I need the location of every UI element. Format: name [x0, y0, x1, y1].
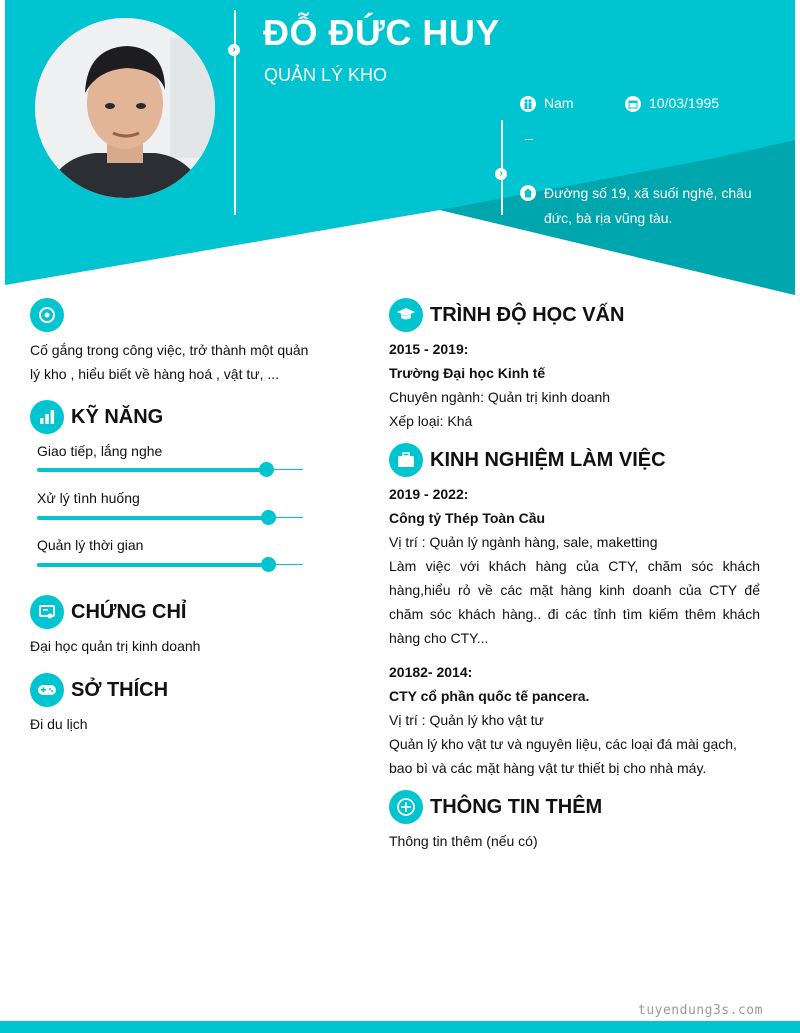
- watermark: tuyendung3s.com: [638, 1003, 763, 1018]
- timeline-node-icon: ›: [495, 168, 507, 180]
- graduation-cap-icon: [389, 298, 423, 332]
- empty-field-dash: –: [525, 130, 533, 146]
- job-description: Quản lý kho vật tư và nguyên liệu, các loại đá mài gạch, bao bì và các mặt hàng vật tư thiết bị cho nhà máy.: [389, 736, 737, 776]
- hobbies-section-header: [30, 673, 168, 707]
- address-info: [520, 181, 760, 231]
- skill-bar-fill: [37, 516, 268, 520]
- education-grade: Xếp loại: Khá: [389, 413, 473, 429]
- job-period: 2019 - 2022:: [389, 486, 469, 502]
- gamepad-icon: [30, 673, 64, 707]
- skills-section-header: [30, 400, 163, 434]
- footer-bar: [0, 1021, 800, 1033]
- skill-bar-fill: [37, 563, 268, 567]
- education-period: 2015 - 2019:: [389, 341, 469, 357]
- birthdate-value: 10/03/1995: [649, 95, 720, 111]
- skill-label: Quản lý thời gian: [37, 537, 144, 553]
- experience-title: KINH NGHIỆM LÀM VIỆC: [430, 448, 666, 471]
- timeline-node-icon: ›: [228, 44, 240, 56]
- gender-icon: [520, 96, 536, 112]
- skill-bar-knob: [261, 510, 276, 525]
- certificates-title: CHỨNG CHỈ: [71, 600, 187, 623]
- skill-label: Giao tiếp, lắng nghe: [37, 443, 163, 459]
- hobbies-title: SỞ THÍCH: [71, 678, 169, 701]
- hobbies-text: Đi du lịch: [30, 716, 88, 732]
- extra-info-text: Thông tin thêm (nếu có): [389, 833, 538, 849]
- skill-label: Xử lý tình huống: [37, 490, 140, 506]
- job-role: Vị trí : Quản lý kho vật tư: [389, 712, 544, 728]
- skill-bar-knob: [259, 462, 274, 477]
- address-value: Đường số 19, xã suối nghệ, châu đức, bà rịa vũng tàu.: [544, 185, 752, 226]
- skills-title: KỸ NĂNG: [71, 405, 164, 428]
- target-icon: [30, 298, 64, 332]
- education-section-header: [389, 298, 624, 332]
- candidate-name: ĐỖ ĐỨC HUY: [263, 12, 500, 53]
- home-icon: [520, 185, 536, 201]
- objective-text: Cố gắng trong công việc, trở thành một quản lý kho , hiểu biết về hàng hoá , vật tư, ...: [30, 342, 309, 382]
- skill-bar: [37, 564, 303, 565]
- briefcase-icon: [389, 443, 423, 477]
- timeline-line-left: [234, 10, 236, 215]
- skill-bar: [37, 469, 303, 470]
- gender-info: [520, 95, 574, 112]
- certificates-section-header: [30, 595, 186, 629]
- skill-bar-fill: [37, 468, 266, 472]
- job-description: Làm việc với khách hàng của CTY, chăm sóc khách hàng,hiểu rỏ về các mặt hàng kinh doanh của CTY để chăm sóc khách hàng.. đi các tỉnh tìm kiếm thêm khách hàng cho CTY...: [389, 558, 760, 646]
- bar-chart-icon: [30, 400, 64, 434]
- skill-bar-knob: [261, 557, 276, 572]
- job-company: Công tỷ Thép Toàn Cầu: [389, 510, 546, 526]
- extra-info-title: THÔNG TIN THÊM: [430, 795, 603, 818]
- experience-section-header: [389, 443, 666, 477]
- calendar-icon: [625, 96, 641, 112]
- plus-circle-icon: [389, 790, 423, 824]
- skill-bar: [37, 517, 303, 518]
- objective-section-header: [30, 298, 71, 332]
- certificate-icon: [30, 595, 64, 629]
- job-period: 20182- 2014:: [389, 664, 473, 680]
- gender-value: Nam: [544, 95, 574, 111]
- job-role: Vị trí : Quản lý ngành hàng, sale, maketting: [389, 534, 658, 550]
- certificates-text: Đại học quản trị kinh doanh: [30, 638, 201, 654]
- education-title: TRÌNH ĐỘ HỌC VẤN: [430, 303, 625, 326]
- education-major: Chuyên ngành: Quản trị kinh doanh: [389, 389, 611, 405]
- avatar: [35, 18, 215, 198]
- extra-info-section-header: [389, 790, 602, 824]
- candidate-position: QUẢN LÝ KHO: [264, 65, 388, 85]
- job-company: CTY cổ phần quốc tế pancera.: [389, 688, 590, 704]
- birthdate-info: [625, 95, 719, 112]
- education-school: Trường Đại học Kinh tế: [389, 365, 546, 381]
